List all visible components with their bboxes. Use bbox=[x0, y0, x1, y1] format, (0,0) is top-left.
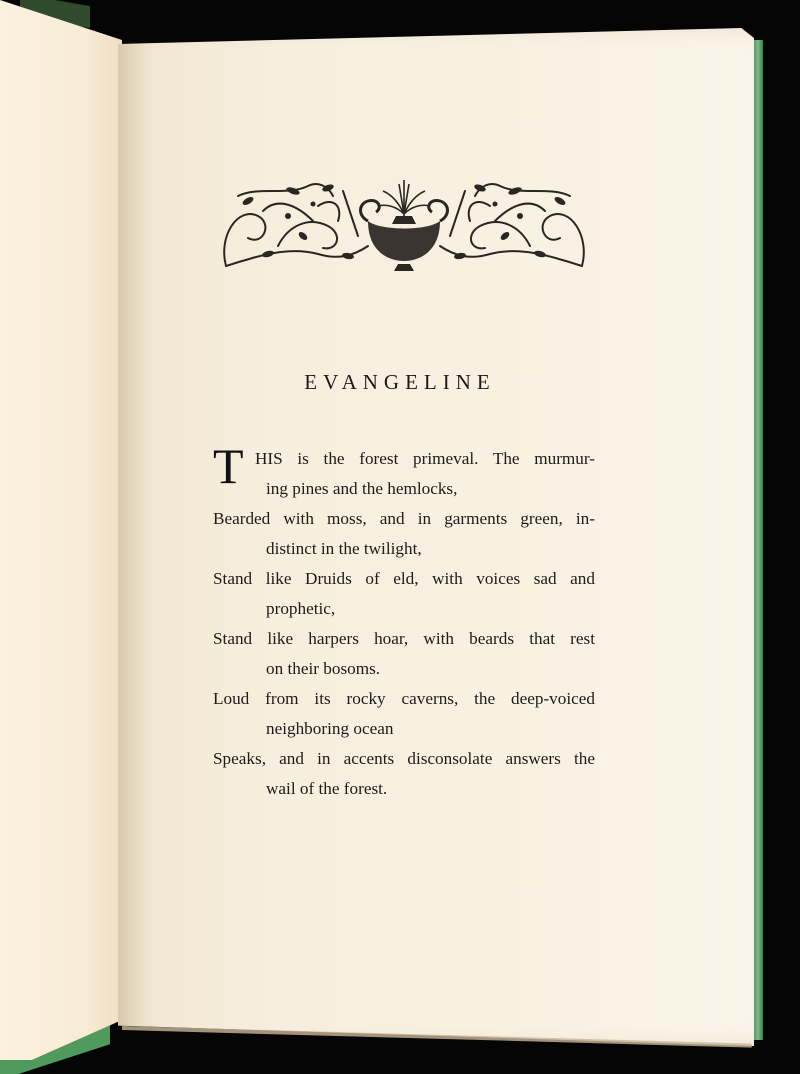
poem-title: EVANGELINE bbox=[304, 370, 496, 394]
poem-line: on their bosoms. bbox=[266, 659, 381, 678]
poem-line: Bearded with moss, and in garments green, in- bbox=[213, 509, 595, 528]
poem-line: Stand like harpers hoar, with beards that rest bbox=[213, 629, 595, 648]
drop-cap: T bbox=[213, 438, 244, 494]
poem-line: Loud from its rocky caverns, the deep-voiced bbox=[213, 689, 595, 708]
book-cover-edge bbox=[753, 40, 763, 1040]
left-page bbox=[0, 0, 122, 1060]
floral-urn-ornament-icon bbox=[218, 176, 590, 274]
poem-line: neighboring ocean bbox=[266, 719, 394, 738]
poem-line: prophetic, bbox=[266, 599, 336, 618]
poem-line: Speaks, and in accents disconsolate answers the bbox=[213, 749, 595, 768]
poem-line: distinct in the twilight, bbox=[266, 539, 422, 558]
poem-line: HIS is the forest primeval. The murmur- bbox=[255, 449, 595, 468]
poem-line: wail of the forest. bbox=[266, 779, 388, 798]
poem-body bbox=[213, 438, 595, 804]
poem-line: ing pines and the hemlocks, bbox=[266, 479, 458, 498]
poem-line: Stand like Druids of eld, with voices sad and bbox=[213, 569, 595, 588]
